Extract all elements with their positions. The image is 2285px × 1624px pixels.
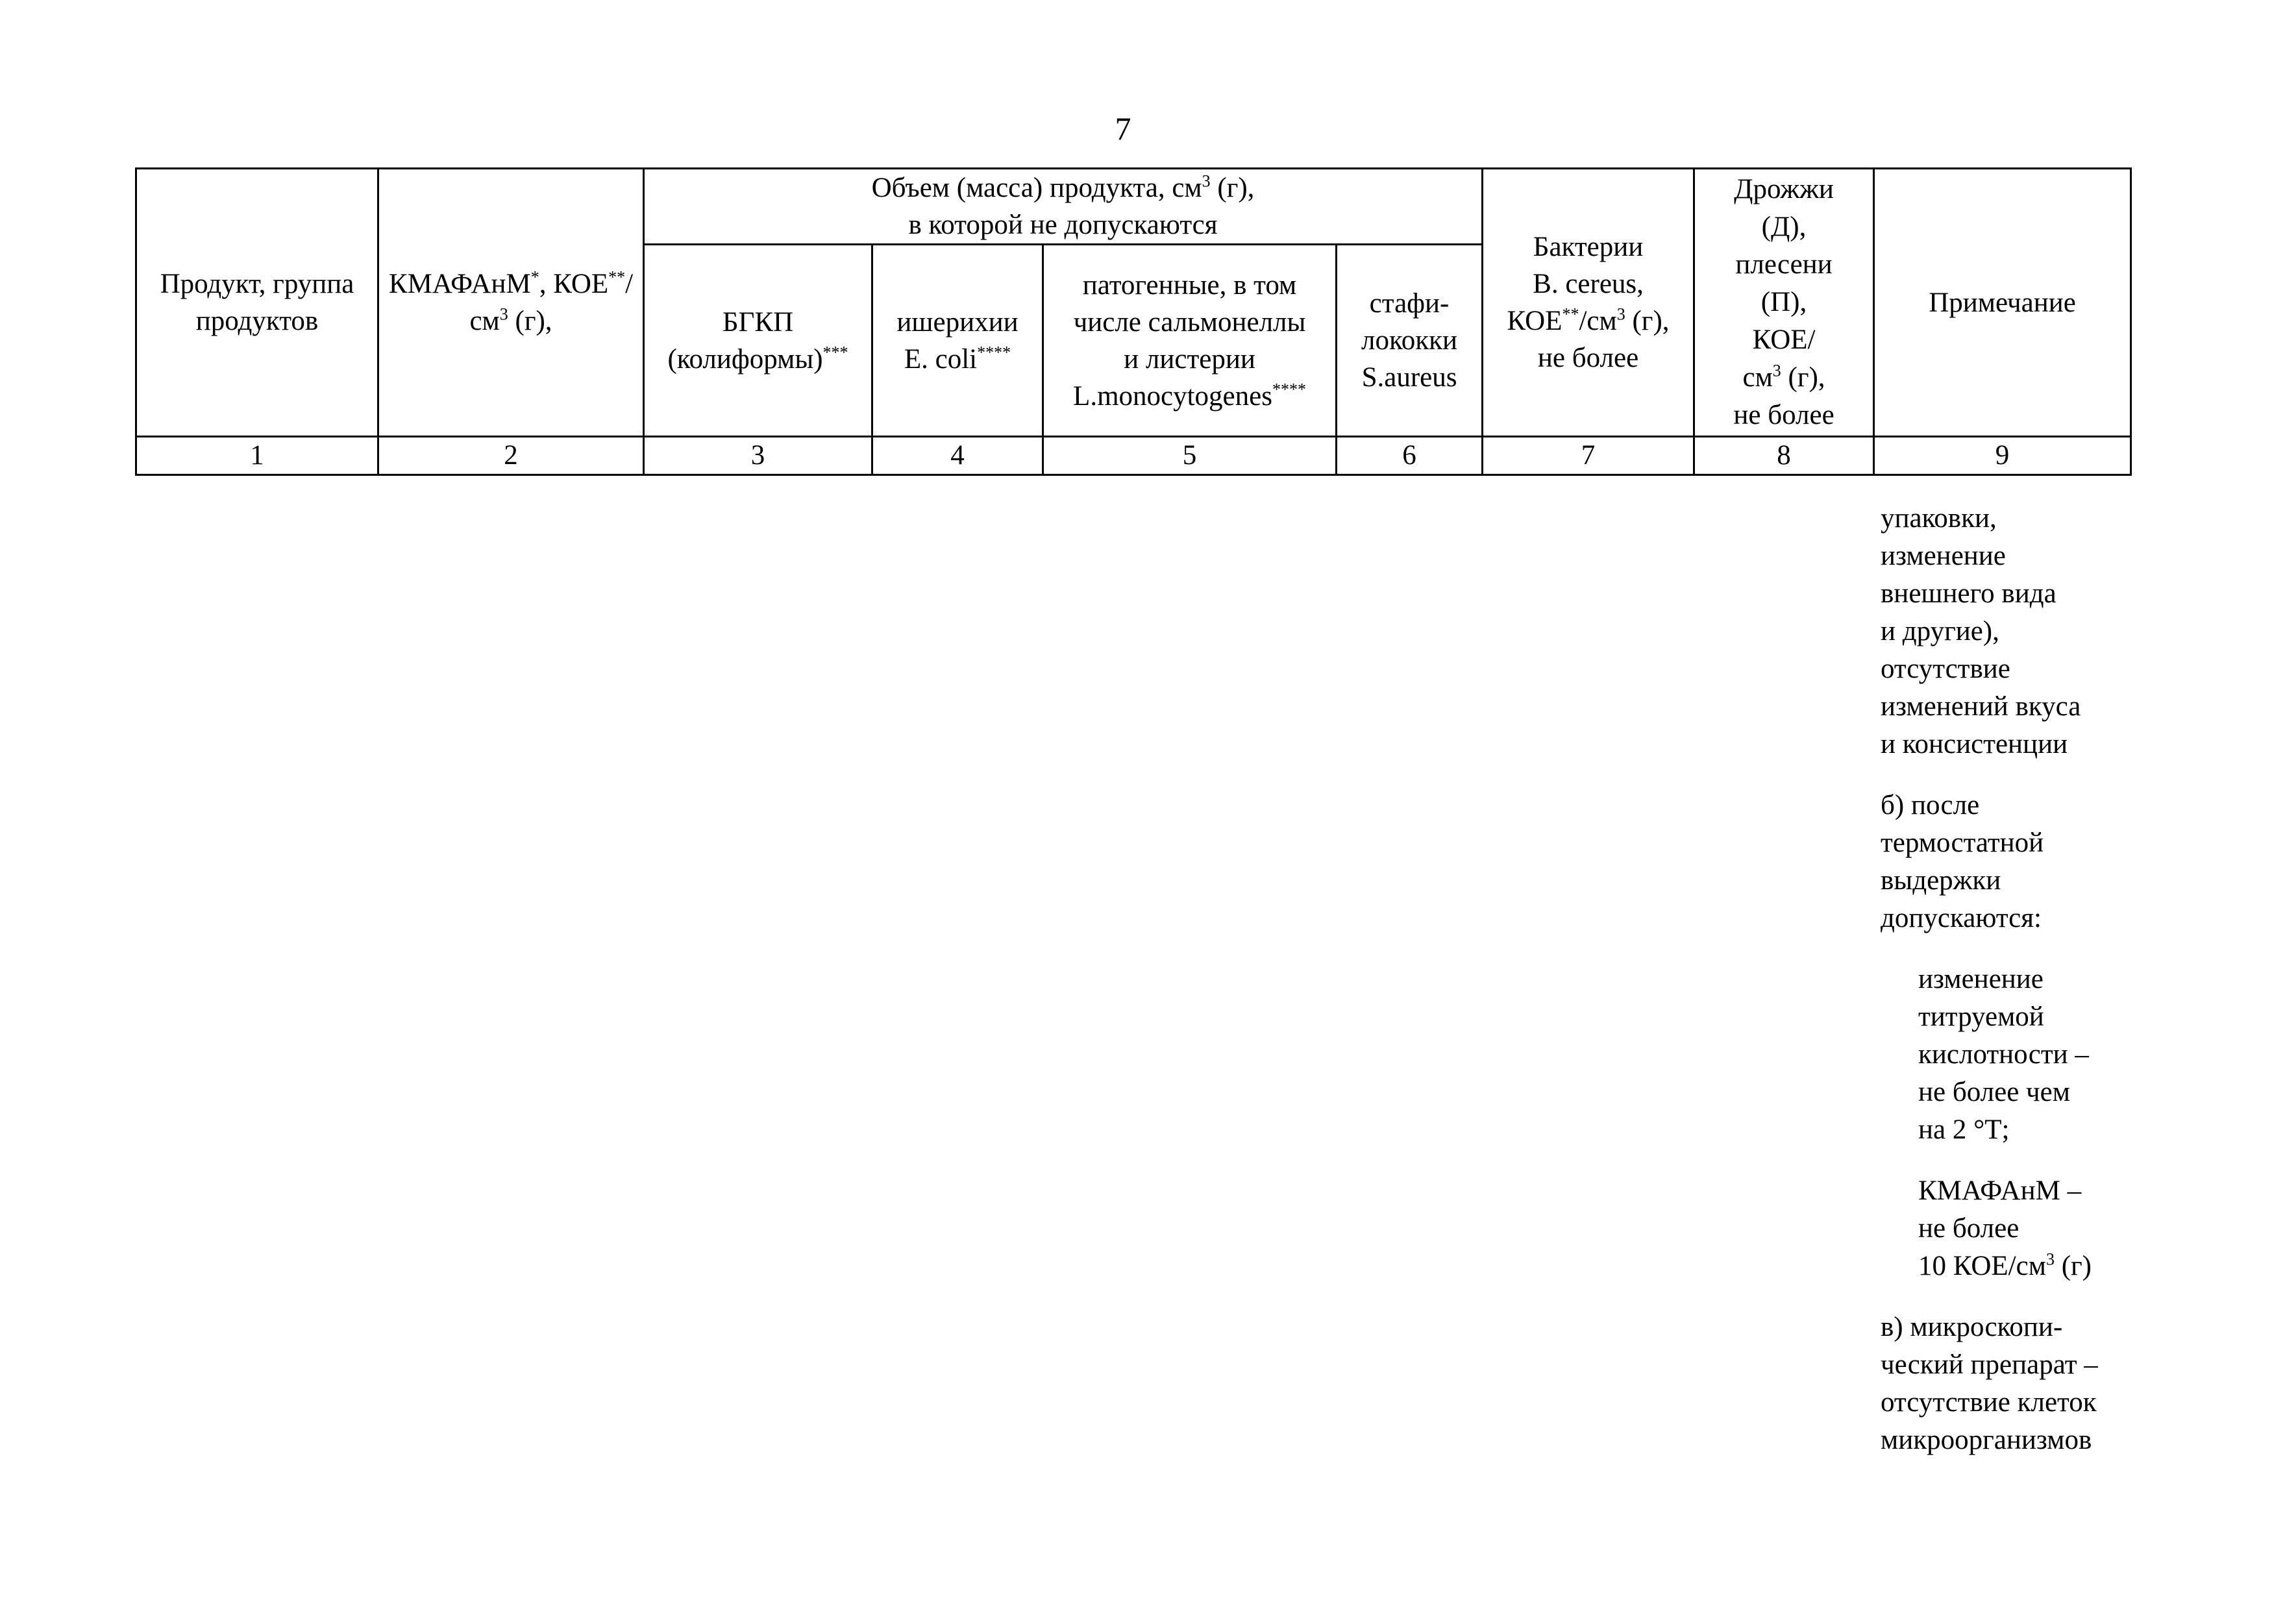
column-number: 5 xyxy=(1043,437,1337,475)
header-group-volume: Объем (масса) продукта, $см^3$ (г), в которой не допускаются xyxy=(644,169,1483,245)
column-number: 7 xyxy=(1483,437,1694,475)
header-pathogens: патогенные, в том числе сальмонеллы и листерии L.monocytogenes**** xyxy=(1043,245,1337,437)
header-product: Продукт, группа продуктов xyxy=(136,169,378,437)
note-continuation xyxy=(1881,500,2130,1483)
header-kmafanm: КМАФАнМ*, $КОЕ^{**}/см^3$ (г), xyxy=(378,169,644,437)
column-number: 6 xyxy=(1337,437,1483,475)
column-number: 9 xyxy=(1874,437,2131,475)
note-paragraph: изменение титруемой кислотности – не более чем на 2 °Т; xyxy=(1918,964,2089,1145)
column-number-row xyxy=(136,437,2131,475)
column-number: 4 xyxy=(872,437,1043,475)
header-yeast-mold: Дрожжи (Д), плесени (П), КОЕ/ $см^3$ (г), не более xyxy=(1694,169,1874,437)
header-ecoli: ишерихии E. coli**** xyxy=(872,245,1043,437)
note-paragraph: в) микроскопи- ческий препарат – отсутствие клеток микроорганизмов xyxy=(1881,1312,2098,1455)
column-number: 8 xyxy=(1694,437,1874,475)
column-number: 1 xyxy=(136,437,378,475)
note-paragraph: упаковки, изменение внешнего вида и другие), отсутствие изменений вкуса и консистенции xyxy=(1881,503,2081,759)
column-number: 3 xyxy=(644,437,872,475)
page-number: 7 xyxy=(1115,110,1131,147)
header-staph: стафи- лококки S.aureus xyxy=(1337,245,1483,437)
microbiology-table xyxy=(135,167,2132,476)
header-bgkp: БГКП (колиформы)*** xyxy=(644,245,872,437)
header-note: Примечание xyxy=(1874,169,2131,437)
header-bcereus: Бактерии B. cereus, $КОЕ^{**}/см^3$ (г), не более xyxy=(1483,169,1694,437)
note-paragraph: б) после термостатной выдержки допускаются: xyxy=(1881,790,2044,933)
note-paragraph: КМАФАнМ – не более 10 КОЕ/$см^3$ (г) xyxy=(1918,1175,2092,1281)
column-number: 2 xyxy=(378,437,644,475)
